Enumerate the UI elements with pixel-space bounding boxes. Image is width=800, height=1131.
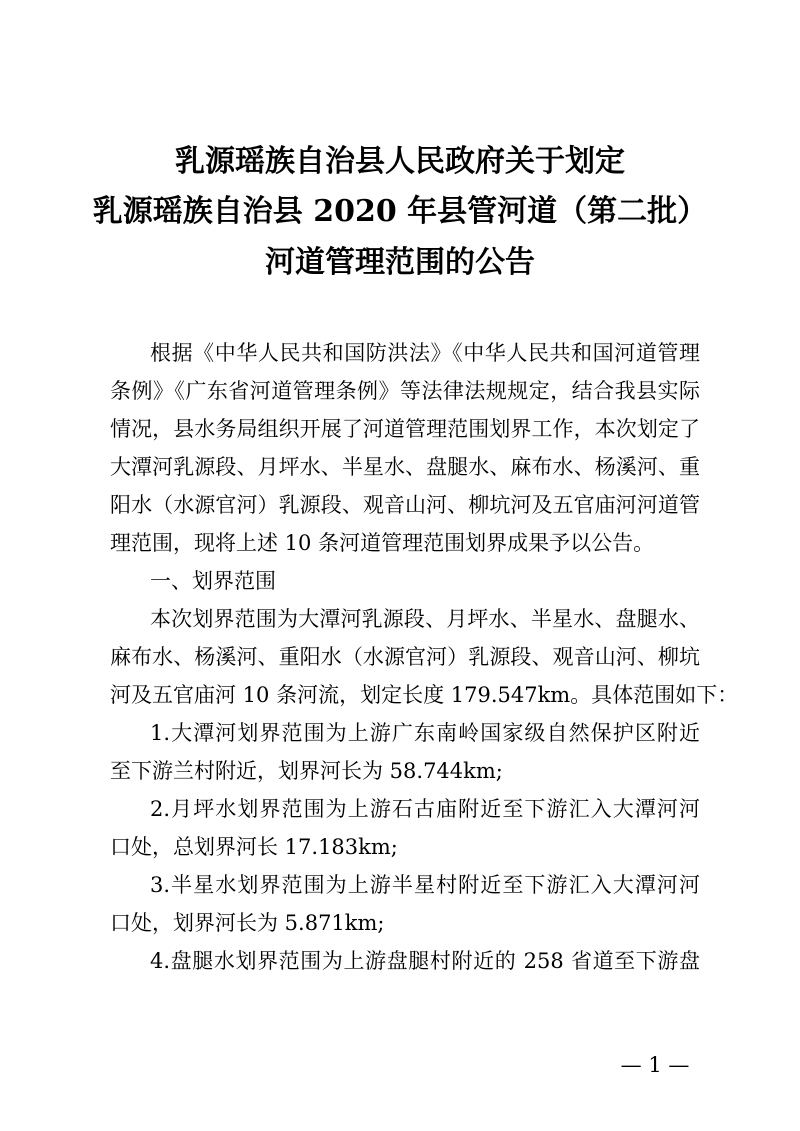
document-title-line-3: 河道管理范围的公告 — [265, 245, 535, 280]
intro-line-2: 条例》《广东省河道管理条例》等法律法规规定，结合我县实际 — [110, 379, 700, 403]
page-number: — 1 — — [620, 1053, 690, 1077]
intro-line-5: 阳水（水源官河）乳源段、观音山河、柳坑河及五官庙河河道管 — [110, 493, 700, 517]
intro-line-4: 大潭河乳源段、月坪水、半星水、盘腿水、麻布水、杨溪河、重 — [110, 455, 700, 479]
item-3-line-1: 3.半星水划界范围为上游半星村附近至下游汇入大潭河河 — [150, 873, 700, 897]
item-4-line-1: 4.盘腿水划界范围为上游盘腿村附近的 258 省道至下游盘 — [150, 949, 700, 973]
item-3-line-2: 口处，划界河长为 5.871km; — [110, 911, 385, 935]
item-2-line-1: 2.月坪水划界范围为上游石古庙附近至下游汇入大潭河河 — [150, 797, 700, 821]
scope-line-3: 河及五官庙河 10 条河流，划定长度 179.547km。具体范围如下： — [110, 683, 739, 707]
section-heading: 一、划界范围 — [150, 569, 276, 593]
item-2-line-2: 口处，总划界河长 17.183km; — [110, 835, 398, 859]
intro-line-6: 理范围，现将上述 10 条河道管理范围划界成果予以公告。 — [110, 531, 655, 555]
intro-line-3: 情况，县水务局组织开展了河道管理范围划界工作，本次划定了 — [110, 417, 700, 441]
document-title-line-2: 乳源瑶族自治县 2020 年县管河道（第二批） — [92, 194, 708, 229]
item-1-line-1: 1.大潭河划界范围为上游广东南岭国家级自然保护区附近 — [150, 721, 700, 745]
item-1-line-2: 至下游兰村附近，划界河长为 58.744km; — [110, 759, 503, 783]
intro-line-1: 根据《中华人民共和国防洪法》《中华人民共和国河道管理 — [150, 341, 700, 365]
scope-line-2: 麻布水、杨溪河、重阳水（水源官河）乳源段、观音山河、柳坑 — [110, 645, 700, 669]
scope-line-1: 本次划界范围为大潭河乳源段、月坪水、半星水、盘腿水、 — [150, 607, 700, 631]
document-title-line-1: 乳源瑶族自治县人民政府关于划定 — [175, 144, 625, 179]
